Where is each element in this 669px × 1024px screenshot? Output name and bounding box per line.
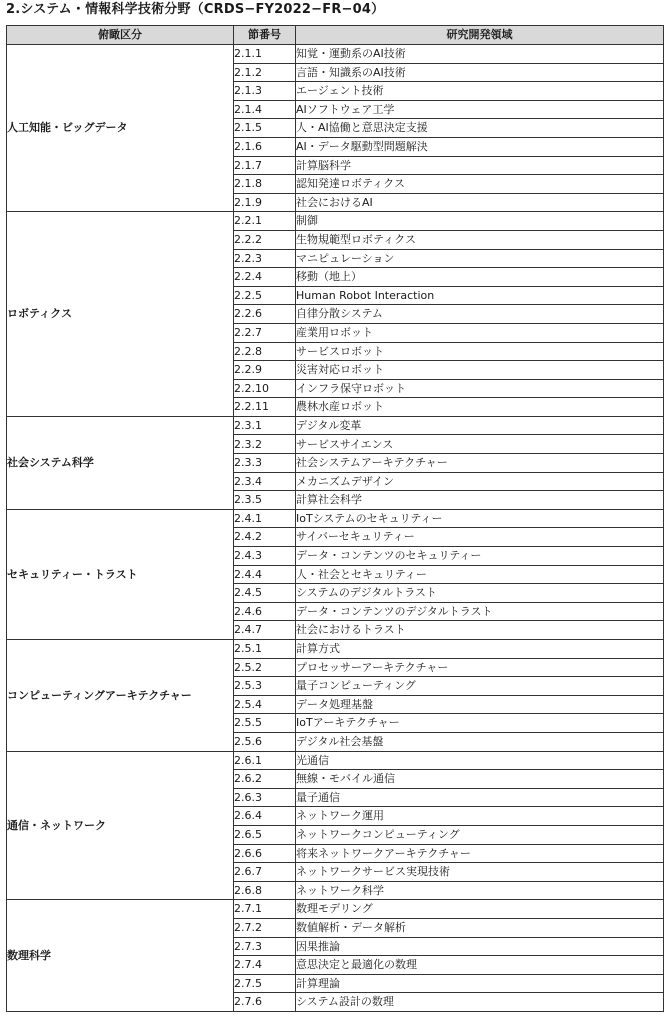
table-row xyxy=(7,45,664,64)
research-area-cell: 計算社会科学 xyxy=(296,491,664,510)
section-number-cell: 2.1.6 xyxy=(234,137,296,156)
research-areas-table xyxy=(6,25,664,1012)
section-number-cell: 2.2.7 xyxy=(234,323,296,342)
section-number-cell: 2.6.8 xyxy=(234,881,296,900)
section-number-cell: 2.5.2 xyxy=(234,658,296,677)
section-number-cell: 2.7.4 xyxy=(234,956,296,975)
section-number-cell: 2.4.1 xyxy=(234,509,296,528)
section-number-cell: 2.2.3 xyxy=(234,249,296,268)
research-area-cell: 光通信 xyxy=(296,751,664,770)
research-area-cell: デジタル変革 xyxy=(296,416,664,435)
section-number-cell: 2.5.6 xyxy=(234,732,296,751)
section-number-cell: 2.3.4 xyxy=(234,472,296,491)
research-area-cell: 無線・モバイル通信 xyxy=(296,770,664,789)
category-cell: 数理科学 xyxy=(7,900,234,1012)
section-number-cell: 2.4.4 xyxy=(234,565,296,584)
section-number-cell: 2.1.7 xyxy=(234,156,296,175)
research-area-cell: システムのデジタルトラスト xyxy=(296,584,664,603)
research-area-cell: プロセッサーアーキテクチャー xyxy=(296,658,664,677)
section-number-cell: 2.4.7 xyxy=(234,621,296,640)
table-header xyxy=(7,26,664,45)
section-number-cell: 2.5.5 xyxy=(234,714,296,733)
table-row xyxy=(7,416,664,435)
category-cell: 通信・ネットワーク xyxy=(7,751,234,900)
research-area-cell: 社会におけるトラスト xyxy=(296,621,664,640)
research-area-cell: ネットワークサービス実現技術 xyxy=(296,863,664,882)
section-number-cell: 2.4.6 xyxy=(234,602,296,621)
research-area-cell: エージェント技術 xyxy=(296,82,664,101)
header-section-number: 節番号 xyxy=(234,26,296,45)
research-area-cell: データ・コンテンツのデジタルトラスト xyxy=(296,602,664,621)
research-area-cell: 社会におけるAI xyxy=(296,193,664,212)
research-area-cell: Human Robot Interaction xyxy=(296,286,664,305)
research-area-cell: ネットワーク科学 xyxy=(296,881,664,900)
section-number-cell: 2.6.7 xyxy=(234,863,296,882)
research-area-cell: 将来ネットワークアーキテクチャー xyxy=(296,844,664,863)
section-number-cell: 2.1.9 xyxy=(234,193,296,212)
research-area-cell: ネットワークコンピューティング xyxy=(296,825,664,844)
section-number-cell: 2.6.4 xyxy=(234,807,296,826)
section-number-cell: 2.3.1 xyxy=(234,416,296,435)
section-number-cell: 2.6.2 xyxy=(234,770,296,789)
section-number-cell: 2.2.10 xyxy=(234,379,296,398)
research-area-cell: 数値解析・データ解析 xyxy=(296,918,664,937)
table-row xyxy=(7,900,664,919)
table-row xyxy=(7,509,664,528)
research-area-cell: 計算方式 xyxy=(296,640,664,659)
section-number-cell: 2.6.1 xyxy=(234,751,296,770)
section-number-cell: 2.2.4 xyxy=(234,268,296,287)
research-area-cell: インフラ保守ロボット xyxy=(296,379,664,398)
section-number-cell: 2.6.3 xyxy=(234,788,296,807)
section-number-cell: 2.5.3 xyxy=(234,677,296,696)
research-area-cell: 計算理論 xyxy=(296,974,664,993)
section-number-cell: 2.1.4 xyxy=(234,100,296,119)
section-number-cell: 2.1.5 xyxy=(234,119,296,138)
research-area-cell: 移動（地上） xyxy=(296,268,664,287)
research-area-cell: 人・社会とセキュリティー xyxy=(296,565,664,584)
category-cell: コンピューティングアーキテクチャー xyxy=(7,640,234,752)
section-number-cell: 2.1.8 xyxy=(234,175,296,194)
category-cell: ロボティクス xyxy=(7,212,234,417)
research-area-cell: AIソフトウェア工学 xyxy=(296,100,664,119)
section-number-cell: 2.7.3 xyxy=(234,937,296,956)
research-area-cell: サービスサイエンス xyxy=(296,435,664,454)
research-area-cell: 知覚・運動系のAI技術 xyxy=(296,45,664,64)
research-area-cell: IoTアーキテクチャー xyxy=(296,714,664,733)
table-row xyxy=(7,212,664,231)
research-area-cell: 計算脳科学 xyxy=(296,156,664,175)
research-area-cell: サービスロボット xyxy=(296,342,664,361)
research-area-cell: 産業用ロボット xyxy=(296,323,664,342)
section-number-cell: 2.2.8 xyxy=(234,342,296,361)
section-number-cell: 2.7.1 xyxy=(234,900,296,919)
research-area-cell: 生物規範型ロボティクス xyxy=(296,230,664,249)
table-row xyxy=(7,640,664,659)
research-area-cell: システム設計の数理 xyxy=(296,993,664,1012)
section-number-cell: 2.5.4 xyxy=(234,695,296,714)
research-area-cell: メカニズムデザイン xyxy=(296,472,664,491)
research-area-cell: データ処理基盤 xyxy=(296,695,664,714)
section-number-cell: 2.6.5 xyxy=(234,825,296,844)
research-area-cell: 量子コンピューティング xyxy=(296,677,664,696)
research-area-cell: 量子通信 xyxy=(296,788,664,807)
section-number-cell: 2.2.9 xyxy=(234,361,296,380)
research-area-cell: 社会システムアーキテクチャー xyxy=(296,454,664,473)
page-title: 2.システム・情報科学技術分野（CRDS−FY2022−FR−04） xyxy=(6,2,385,17)
section-number-cell: 2.1.2 xyxy=(234,63,296,82)
section-number-cell: 2.7.5 xyxy=(234,974,296,993)
research-area-cell: サイバーセキュリティー xyxy=(296,528,664,547)
category-cell: セキュリティー・トラスト xyxy=(7,509,234,639)
table-row xyxy=(7,751,664,770)
research-area-cell: 認知発達ロボティクス xyxy=(296,175,664,194)
category-cell: 人工知能・ビッグデータ xyxy=(7,45,234,212)
section-number-cell: 2.2.5 xyxy=(234,286,296,305)
research-area-cell: AI・データ駆動型問題解決 xyxy=(296,137,664,156)
research-area-cell: 数理モデリング xyxy=(296,900,664,919)
research-area-cell: 災害対応ロボット xyxy=(296,361,664,380)
section-number-cell: 2.6.6 xyxy=(234,844,296,863)
section-number-cell: 2.1.1 xyxy=(234,45,296,64)
research-area-cell: 人・AI協働と意思決定支援 xyxy=(296,119,664,138)
research-area-cell: 制御 xyxy=(296,212,664,231)
research-area-cell: デジタル社会基盤 xyxy=(296,732,664,751)
header-research-area: 研究開発領域 xyxy=(296,26,664,45)
research-area-cell: ネットワーク運用 xyxy=(296,807,664,826)
research-area-cell: 農林水産ロボット xyxy=(296,398,664,417)
section-number-cell: 2.3.2 xyxy=(234,435,296,454)
header-row xyxy=(7,26,664,45)
header-category: 俯瞰区分 xyxy=(7,26,234,45)
section-number-cell: 2.2.6 xyxy=(234,305,296,324)
research-area-cell: 言語・知識系のAI技術 xyxy=(296,63,664,82)
research-area-cell: 意思決定と最適化の数理 xyxy=(296,956,664,975)
section-number-cell: 2.3.3 xyxy=(234,454,296,473)
category-cell: 社会システム科学 xyxy=(7,416,234,509)
section-number-cell: 2.4.3 xyxy=(234,547,296,566)
research-area-cell: マニピュレーション xyxy=(296,249,664,268)
section-number-cell: 2.2.11 xyxy=(234,398,296,417)
research-area-cell: データ・コンテンツのセキュリティー xyxy=(296,547,664,566)
section-number-cell: 2.7.6 xyxy=(234,993,296,1012)
section-number-cell: 2.4.5 xyxy=(234,584,296,603)
section-number-cell: 2.2.1 xyxy=(234,212,296,231)
research-area-cell: 自律分散システム xyxy=(296,305,664,324)
section-number-cell: 2.1.3 xyxy=(234,82,296,101)
research-area-cell: IoTシステムのセキュリティー xyxy=(296,509,664,528)
table-body xyxy=(7,45,664,1012)
section-number-cell: 2.7.2 xyxy=(234,918,296,937)
section-number-cell: 2.2.2 xyxy=(234,230,296,249)
section-number-cell: 2.4.2 xyxy=(234,528,296,547)
section-number-cell: 2.5.1 xyxy=(234,640,296,659)
research-area-cell: 因果推論 xyxy=(296,937,664,956)
section-number-cell: 2.3.5 xyxy=(234,491,296,510)
